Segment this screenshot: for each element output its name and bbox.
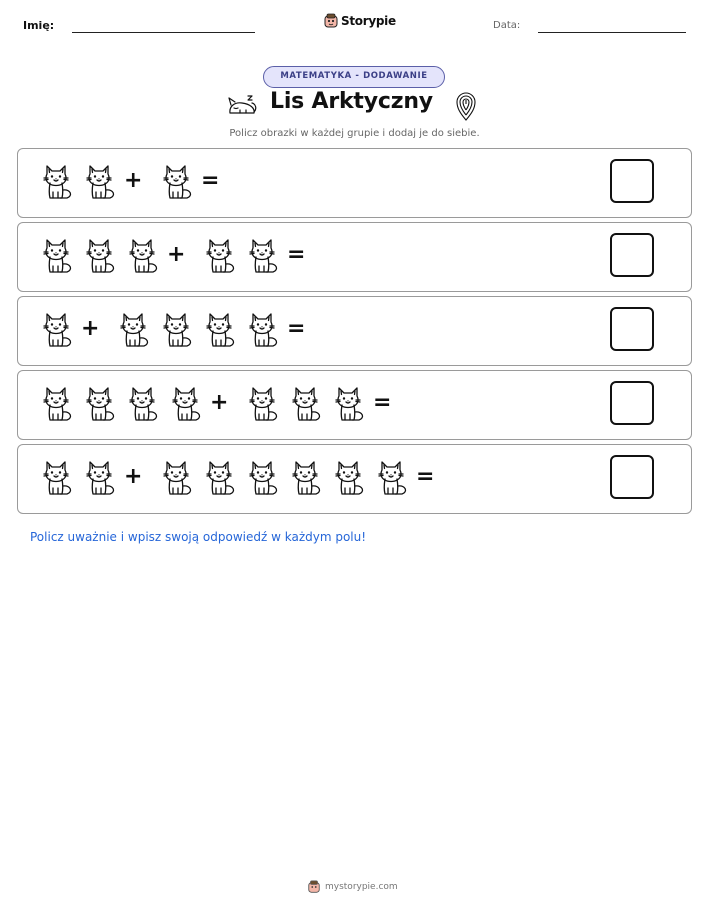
arctic-fox-icon	[375, 460, 409, 496]
arctic-fox-icon	[83, 460, 117, 496]
problem-row	[17, 444, 692, 514]
footer-url: mystorypie.com	[325, 882, 398, 892]
arctic-fox-icon	[289, 460, 323, 496]
arctic-fox-icon	[203, 238, 237, 274]
sleeping-fox-icon	[226, 91, 258, 119]
fingerprint-icon	[456, 91, 476, 121]
arctic-fox-icon	[40, 238, 74, 274]
storypie-logo-icon	[323, 13, 339, 29]
plus-sign: +	[124, 168, 143, 193]
answer-box[interactable]	[610, 455, 654, 499]
plus-sign: +	[81, 316, 100, 341]
arctic-fox-icon	[83, 238, 117, 274]
answer-box[interactable]	[610, 307, 654, 351]
arctic-fox-icon	[289, 386, 323, 422]
plus-sign: +	[124, 464, 143, 489]
arctic-fox-icon	[246, 238, 280, 274]
arctic-fox-icon	[83, 164, 117, 200]
arctic-fox-icon	[40, 312, 74, 348]
arctic-fox-icon	[246, 460, 280, 496]
arctic-fox-icon	[83, 386, 117, 422]
arctic-fox-icon	[203, 460, 237, 496]
arctic-fox-icon	[332, 460, 366, 496]
storypie-logo-icon	[307, 880, 321, 894]
title-row	[0, 89, 709, 125]
problem-row	[17, 148, 692, 218]
arctic-fox-icon	[40, 386, 74, 422]
instructions-subtitle: Policz obrazki w każdej grupie i dodaj je do siebie.	[229, 128, 480, 139]
date-label: Data:	[493, 20, 521, 31]
arctic-fox-icon	[332, 386, 366, 422]
arctic-fox-icon	[160, 312, 194, 348]
arctic-fox-icon	[126, 386, 160, 422]
subject-badge: MATEMATYKA - DODAWANIE	[263, 66, 445, 88]
problem-row	[17, 370, 692, 440]
problem-row	[17, 296, 692, 366]
problem-row	[17, 222, 692, 292]
plus-sign: +	[167, 242, 186, 267]
arctic-fox-icon	[246, 312, 280, 348]
date-field[interactable]	[538, 32, 686, 33]
arctic-fox-icon	[160, 164, 194, 200]
arctic-fox-icon	[126, 238, 160, 274]
arctic-fox-icon	[246, 386, 280, 422]
brand-logo	[323, 13, 396, 29]
equals-sign: =	[416, 464, 435, 489]
brand-name: Storypie	[341, 14, 396, 28]
plus-sign: +	[210, 390, 229, 415]
arctic-fox-icon	[40, 460, 74, 496]
footer	[307, 880, 398, 894]
name-label: Imię:	[23, 19, 55, 32]
name-field[interactable]	[72, 32, 255, 33]
page-title: Lis Arktyczny	[270, 89, 433, 114]
answer-box[interactable]	[610, 159, 654, 203]
arctic-fox-icon	[203, 312, 237, 348]
equals-sign: =	[287, 242, 306, 267]
arctic-fox-icon	[40, 164, 74, 200]
equals-sign: =	[287, 316, 306, 341]
equals-sign: =	[373, 390, 392, 415]
answer-box[interactable]	[610, 233, 654, 277]
equals-sign: =	[201, 168, 220, 193]
arctic-fox-icon	[169, 386, 203, 422]
footer-instruction: Policz uważnie i wpisz swoją odpowiedź w każdym polu!	[30, 530, 367, 544]
arctic-fox-icon	[160, 460, 194, 496]
answer-box[interactable]	[610, 381, 654, 425]
arctic-fox-icon	[117, 312, 151, 348]
